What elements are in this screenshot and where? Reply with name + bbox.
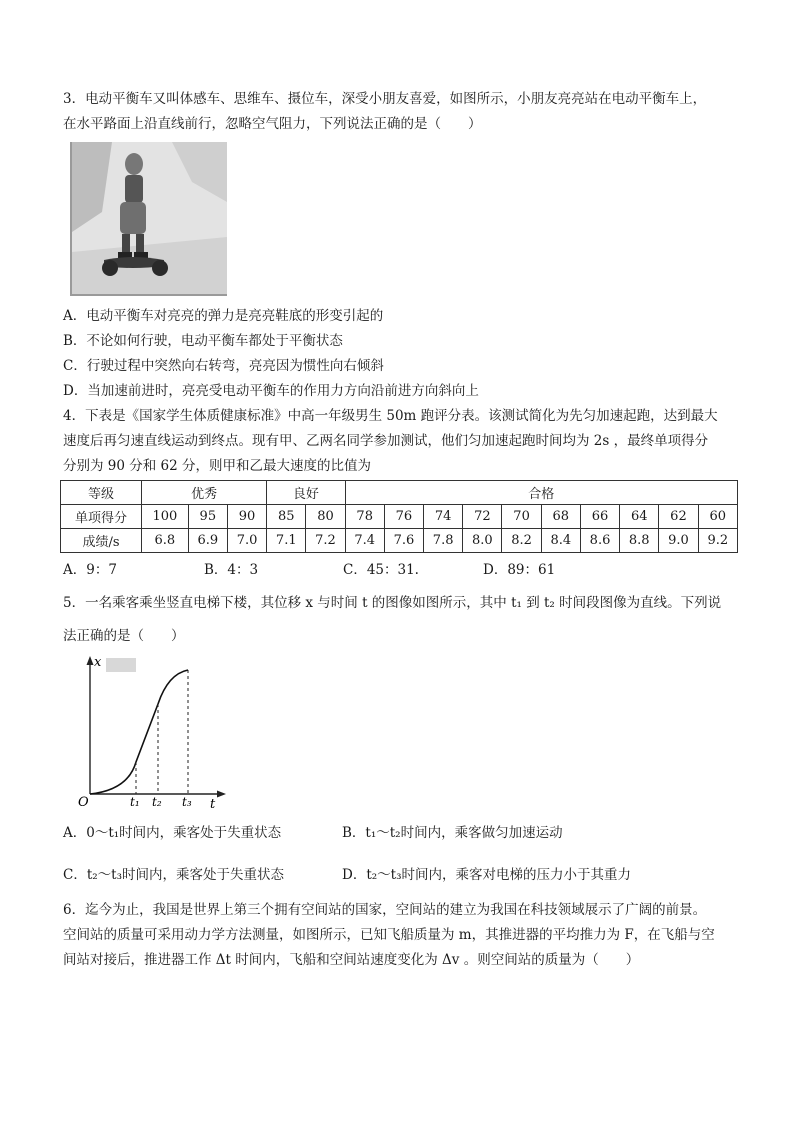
time-cell: 8.4 [541,529,580,553]
q4-stem-line1: 4．下表是《国家学生体质健康标准》中高一年级男生 50m 跑评分表。该测试简化为先匀加速起跑，达到最大 [63,408,718,424]
q4-stem-line3: 分别为 90 分和 62 分，则甲和乙最大速度的比值为 [63,458,372,474]
grade-excellent: 优秀 [142,481,267,505]
xt-graph-svg [58,650,228,810]
q3-stem-line2: 在水平路面上沿直线前行，忽略空气阻力，下列说法正确的是（ ） [63,116,482,132]
q5-option-a: A．0～t₁时间内，乘客处于失重状态 [63,825,282,841]
table-row-grade [61,481,738,505]
q3-stem-line1: 3．电动平衡车又叫体感车、思维车、摄位车，深受小朋友喜爱，如图所示，小朋友亮亮站在电动平衡车上， [63,91,707,107]
y-axis-arrow [87,656,94,665]
time-cell: 9.0 [659,529,698,553]
score-cell: 76 [384,505,423,529]
graph-smudge [106,658,136,672]
score-table [60,480,738,553]
q3-option-a: A．电动平衡车对亮亮的弹力是亮亮鞋底的形变引起的 [63,308,384,324]
q5-option-d: D．t₂～t₃时间内，乘客对电梯的压力小于其重力 [342,867,631,883]
score-cell: 95 [188,505,227,529]
table-row-score [61,505,738,529]
time-cell: 8.0 [463,529,502,553]
tick-t2: t₂ [152,795,162,809]
balance-car-illustration [72,142,227,294]
time-cell: 8.2 [502,529,541,553]
q3-option-b: B．不论如何行驶，电动平衡车都处于平衡状态 [63,333,343,349]
score-cell: 68 [541,505,580,529]
time-cell: 7.8 [424,529,463,553]
x-axis-label: t [210,797,216,810]
score-label: 单项得分 [61,505,142,529]
table-row-time [61,529,738,553]
grade-good: 良好 [267,481,345,505]
q4-option-b: B．4：3 [204,562,259,578]
time-cell: 6.8 [142,529,189,553]
time-label: 成绩/s [61,529,142,553]
score-cell: 64 [620,505,659,529]
score-cell: 70 [502,505,541,529]
xt-curve [90,670,188,794]
score-cell: 60 [698,505,737,529]
time-cell: 7.4 [345,529,384,553]
q4-option-c: C．45：31. [343,562,419,578]
q4-option-a: A．9：7 [63,562,117,578]
q5-option-c: C．t₂～t₃时间内，乘客处于失重状态 [63,867,285,883]
displacement-time-graph [58,650,228,814]
score-cell: 62 [659,505,698,529]
tick-t1: t₁ [130,795,140,809]
score-cell: 90 [227,505,266,529]
score-cell: 100 [142,505,189,529]
y-axis-label: x [94,655,102,670]
q6-stem-line1: 6．迄今为止，我国是世界上第三个拥有空间站的国家，空间站的建立为我国在科技领域展示了广阔的前景。 [63,902,707,918]
time-cell: 8.8 [620,529,659,553]
q3-option-d: D．当加速前进时，亮亮受电动平衡车的作用力方向沿前进方向斜向上 [63,383,479,399]
time-cell: 7.0 [227,529,266,553]
time-cell: 9.2 [698,529,737,553]
origin-label: O [78,795,89,810]
grade-header: 等级 [61,481,142,505]
q6-stem-line3: 间站对接后，推进器工作 Δt 时间内，飞船和空间站速度变化为 Δv 。则空间站的质量为（ ） [63,952,640,968]
score-cell: 80 [306,505,345,529]
time-cell: 8.6 [580,529,619,553]
q5-option-b: B．t₁～t₂时间内，乘客做匀加速运动 [342,825,563,841]
time-cell: 7.2 [306,529,345,553]
tick-t3: t₃ [182,795,192,809]
time-cell: 6.9 [188,529,227,553]
score-cell: 78 [345,505,384,529]
time-cell: 7.6 [384,529,423,553]
balance-car-photo [70,142,227,296]
q5-stem-line1: 5．一名乘客乘坐竖直电梯下楼，其位移 x 与时间 t 的图像如图所示，其中 t₁ 到 t₂ 时间段图像为直线。下列说 [63,595,722,611]
time-cell: 7.1 [267,529,306,553]
q4-stem-line2: 速度后再匀速直线运动到终点。现有甲、乙两名同学参加测试，他们匀加速起跑时间均为 2s ，最终单项得分 [63,433,709,449]
score-cell: 66 [580,505,619,529]
q6-stem-line2: 空间站的质量可采用动力学方法测量，如图所示，已知飞船质量为 m，其推进器的平均推力为 F，在飞船与空 [63,927,715,943]
score-cell: 72 [463,505,502,529]
score-cell: 85 [267,505,306,529]
q5-stem-line2: 法正确的是（ ） [63,628,185,644]
q3-option-c: C．行驶过程中突然向右转弯，亮亮因为惯性向右倾斜 [63,358,384,374]
score-cell: 74 [424,505,463,529]
x-axis-arrow [217,791,226,798]
q4-option-d: D．89：61 [483,562,556,578]
grade-pass: 合格 [345,481,737,505]
